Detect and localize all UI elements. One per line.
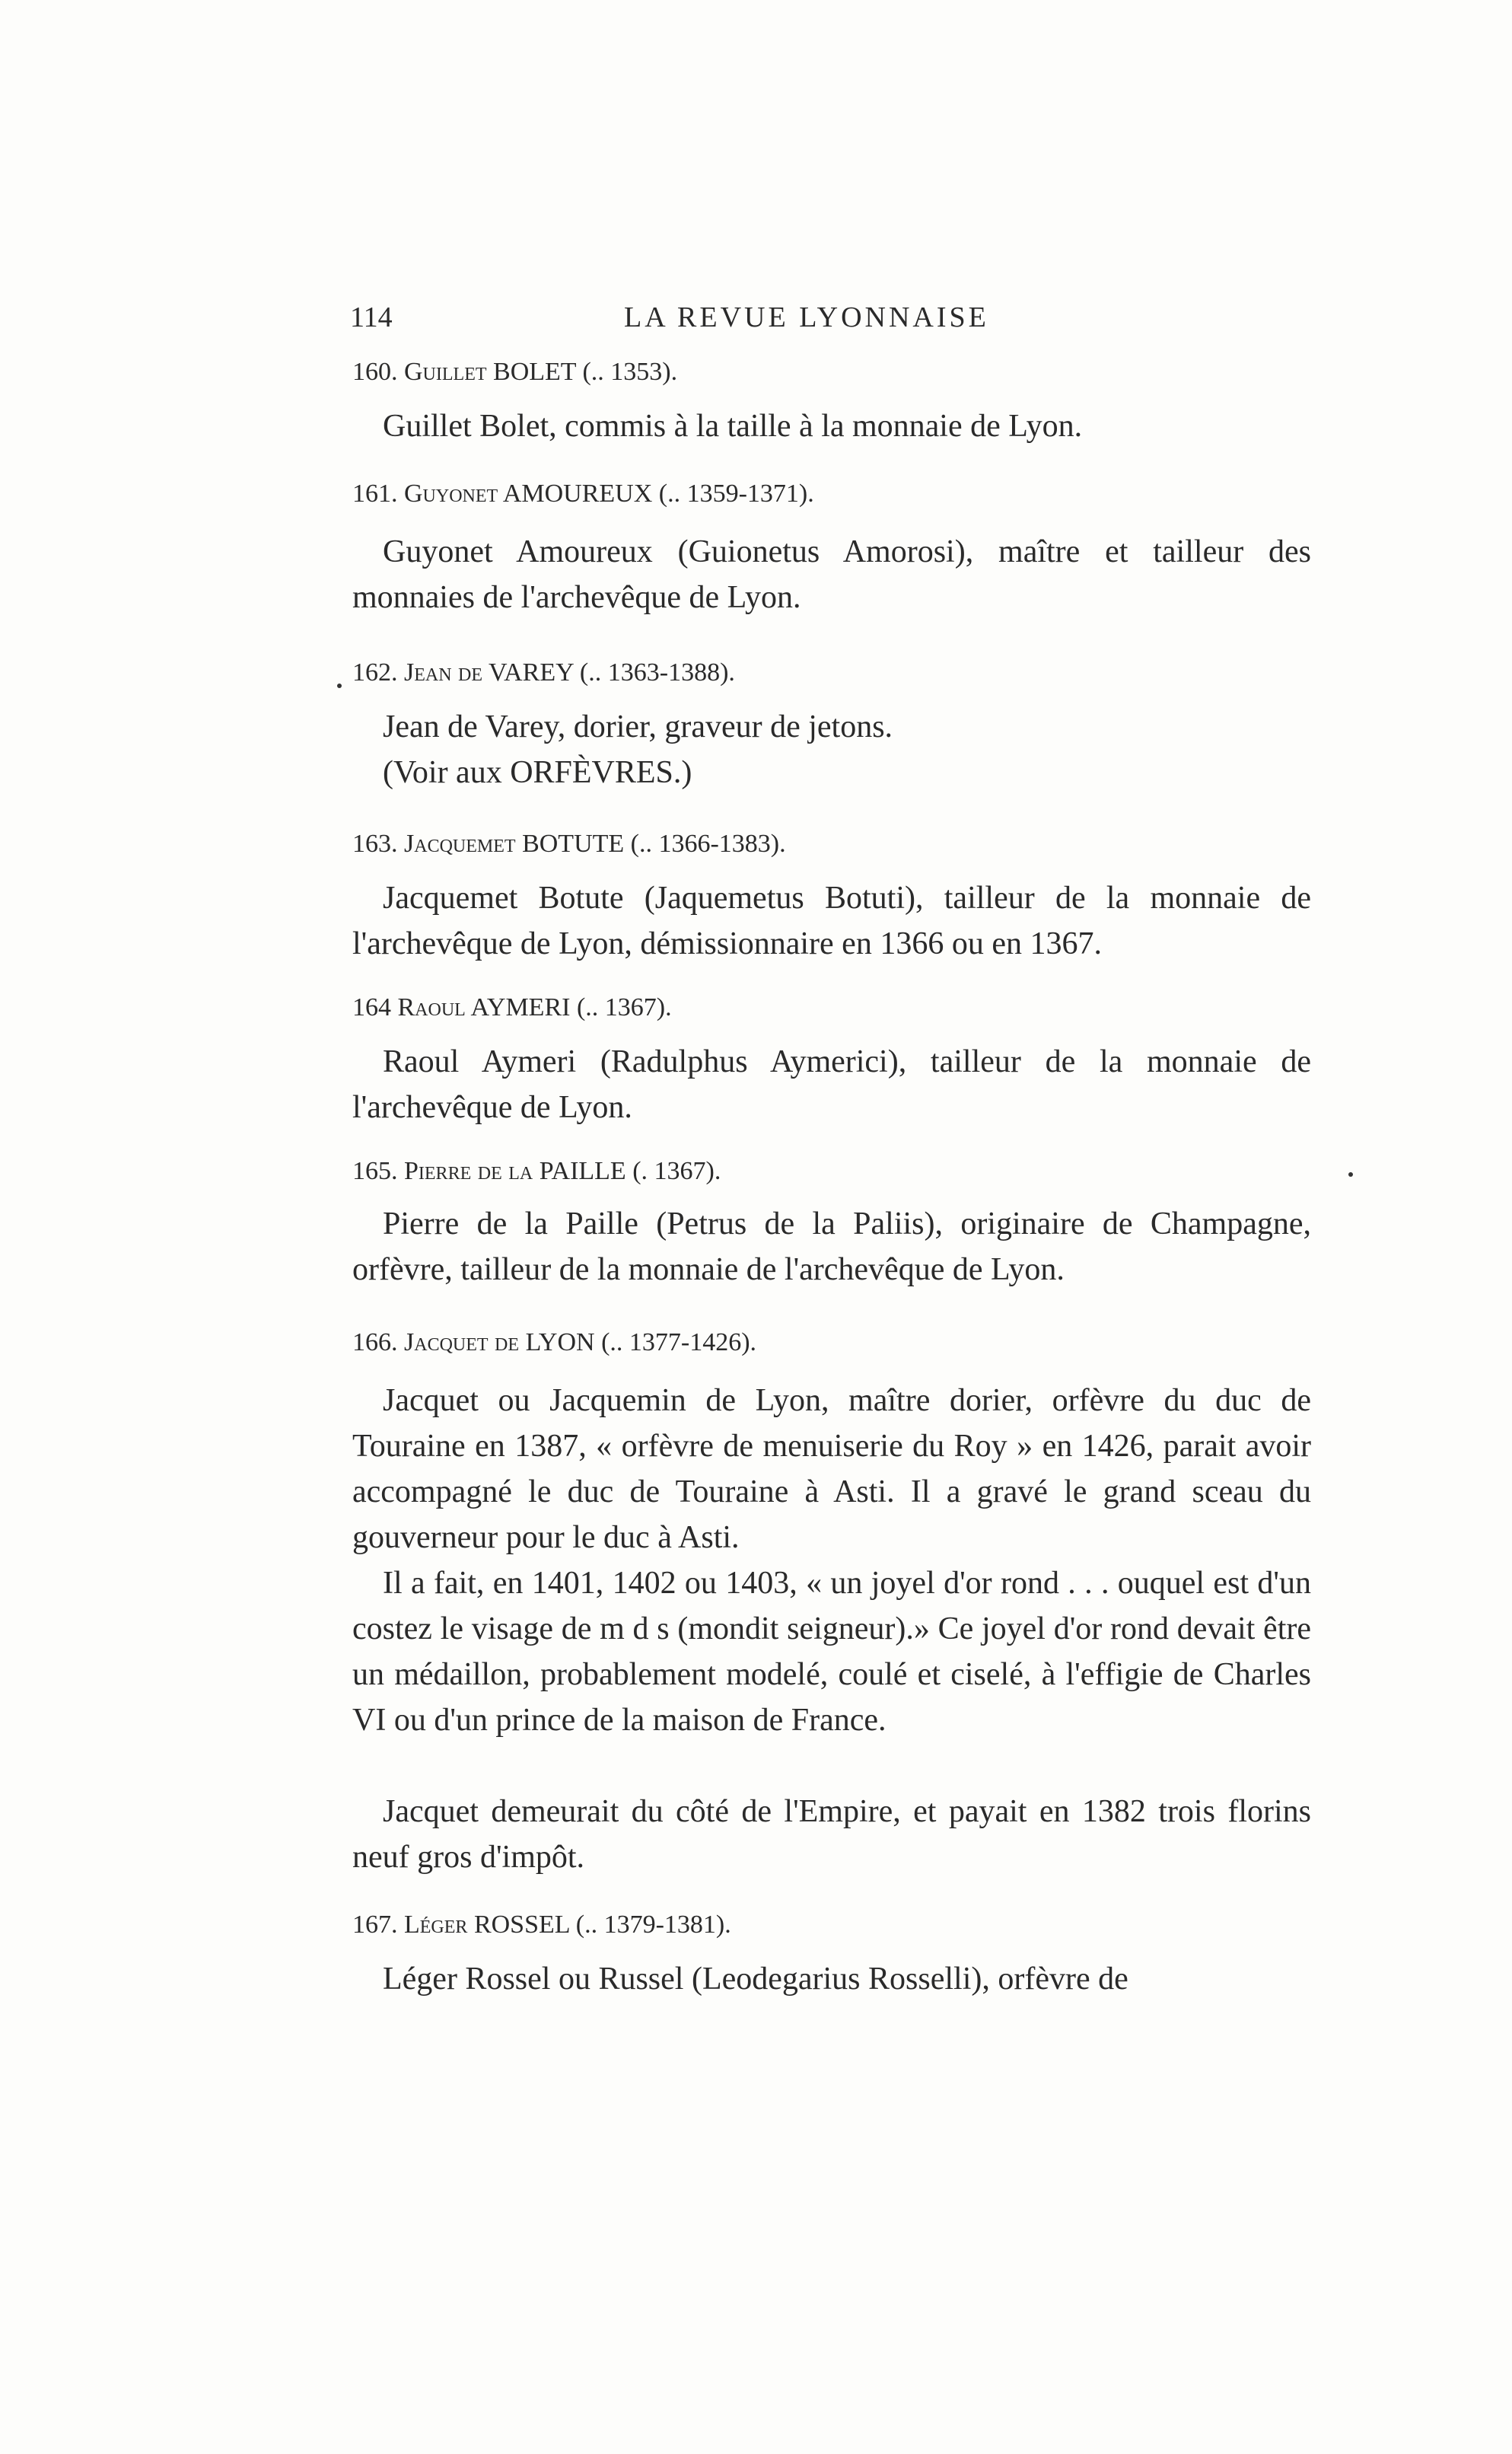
- entry-text-167: Léger Rossel ou Russel (Leodegarius Rosselli), orfèvre de: [383, 1962, 1128, 1997]
- entry-dates: (.. 1366-1383).: [630, 830, 786, 858]
- entry-forename: Guillet: [404, 358, 487, 386]
- stray-mark: [1348, 1172, 1353, 1177]
- entry-text-160: Guillet Bolet, commis à la taille à la monnaie de Lyon.: [383, 409, 1083, 444]
- entry-text-161: Guyonet Amoureux (Guionetus Amorosi), maître et tailleur des monnaies de l'archevêque de Lyon.: [352, 534, 1311, 615]
- entry-dates: (.. 1359-1371).: [658, 480, 814, 508]
- entry-number: 164: [352, 993, 391, 1021]
- entry-text-163: Jacquemet Botute (Jaquemetus Botuti), tailleur de la monnaie de l'archevêque de Lyon, démissionnaire en 1366 ou en 1367.: [352, 881, 1311, 961]
- entry-heading-167: [352, 1911, 731, 1939]
- entry-heading-165: [352, 1157, 721, 1186]
- entry-text-166: Jacquet ou Jacquemin de Lyon, maître dorier, orfèvre du duc de Touraine en 1387, « orfèvre de menuiserie du Roy » en 1426, parait avoir accompagné le duc de Touraine à Asti. Il a gravé le grand sceau du gouverneur pour le duc à Asti.: [352, 1383, 1311, 1555]
- entry-text-166-p3: Jacquet demeurait du côté de l'Empire, et payait en 1382 trois florins neuf gros d'impôt.: [352, 1794, 1311, 1875]
- entry-number: 160.: [352, 358, 398, 386]
- entry-heading-160: [352, 358, 677, 387]
- entry-number: 166.: [352, 1328, 398, 1356]
- entry-surname: VAREY: [488, 658, 574, 687]
- running-header: [350, 301, 1301, 339]
- entry-dates: (.. 1363-1388).: [579, 658, 735, 687]
- entry-forename: Guyonet: [404, 480, 498, 508]
- entry-text-162-note: (Voir aux ORFÈVRES.): [383, 755, 692, 790]
- entry-forename: Jacquemet: [404, 830, 516, 858]
- entry-dates: (.. 1377-1426).: [601, 1328, 757, 1356]
- entry-dates: (. 1367).: [632, 1157, 721, 1185]
- entry-heading-162: [352, 658, 735, 687]
- entry-number: 161.: [352, 480, 398, 508]
- entry-heading-163: [352, 830, 786, 859]
- entry-text-165: Pierre de la Paille (Petrus de la Paliis), originaire de Champagne, orfèvre, tailleur de la monnaie de l'archevêque de Lyon.: [352, 1206, 1311, 1287]
- entry-heading-161: [352, 480, 814, 508]
- entry-surname: BOLET: [493, 358, 576, 386]
- entry-forename: Raoul: [397, 993, 466, 1021]
- page-number: 114: [350, 301, 393, 333]
- entry-number: 167.: [352, 1911, 398, 1939]
- entry-number: 163.: [352, 830, 398, 858]
- entry-forename: Jean de: [404, 658, 483, 687]
- running-title: LA REVUE LYONNAISE: [624, 301, 989, 333]
- entry-heading-166: [352, 1328, 756, 1357]
- entry-dates: (.. 1353).: [582, 358, 678, 386]
- entry-surname: AMOUREUX: [502, 480, 653, 508]
- entry-surname: LYON: [525, 1328, 595, 1356]
- entry-surname: AYMERI: [470, 993, 571, 1021]
- entry-forename: Jacquet de: [404, 1328, 520, 1356]
- entry-surname: PAILLE: [539, 1157, 626, 1185]
- stray-mark: [337, 684, 342, 688]
- entry-surname: BOTUTE: [522, 830, 625, 858]
- entry-text-162: Jean de Varey, dorier, graveur de jetons.: [383, 709, 893, 744]
- entry-number: 165.: [352, 1157, 398, 1185]
- entry-forename: Léger: [404, 1911, 468, 1939]
- entry-dates: (.. 1379-1381).: [575, 1911, 731, 1939]
- entry-text-164: Raoul Aymeri (Radulphus Aymerici), tailleur de la monnaie de l'archevêque de Lyon.: [352, 1044, 1311, 1125]
- entry-forename: Pierre de la: [404, 1157, 533, 1185]
- entry-dates: (.. 1367).: [576, 993, 672, 1021]
- entry-number: 162.: [352, 658, 398, 687]
- entry-text-166-p2: Il a fait, en 1401, 1402 ou 1403, « un joyel d'or rond . . . ouquel est d'un costez le visage de m d s (mondit seigneur).» Ce joyel d'or rond devait être un médaillon, probablement modelé, coulé et ciselé, à l'effigie de Charles VI ou d'un prince de la maison de France.: [352, 1566, 1311, 1738]
- entry-surname: ROSSEL: [473, 1911, 570, 1939]
- entry-heading-164: [352, 993, 672, 1022]
